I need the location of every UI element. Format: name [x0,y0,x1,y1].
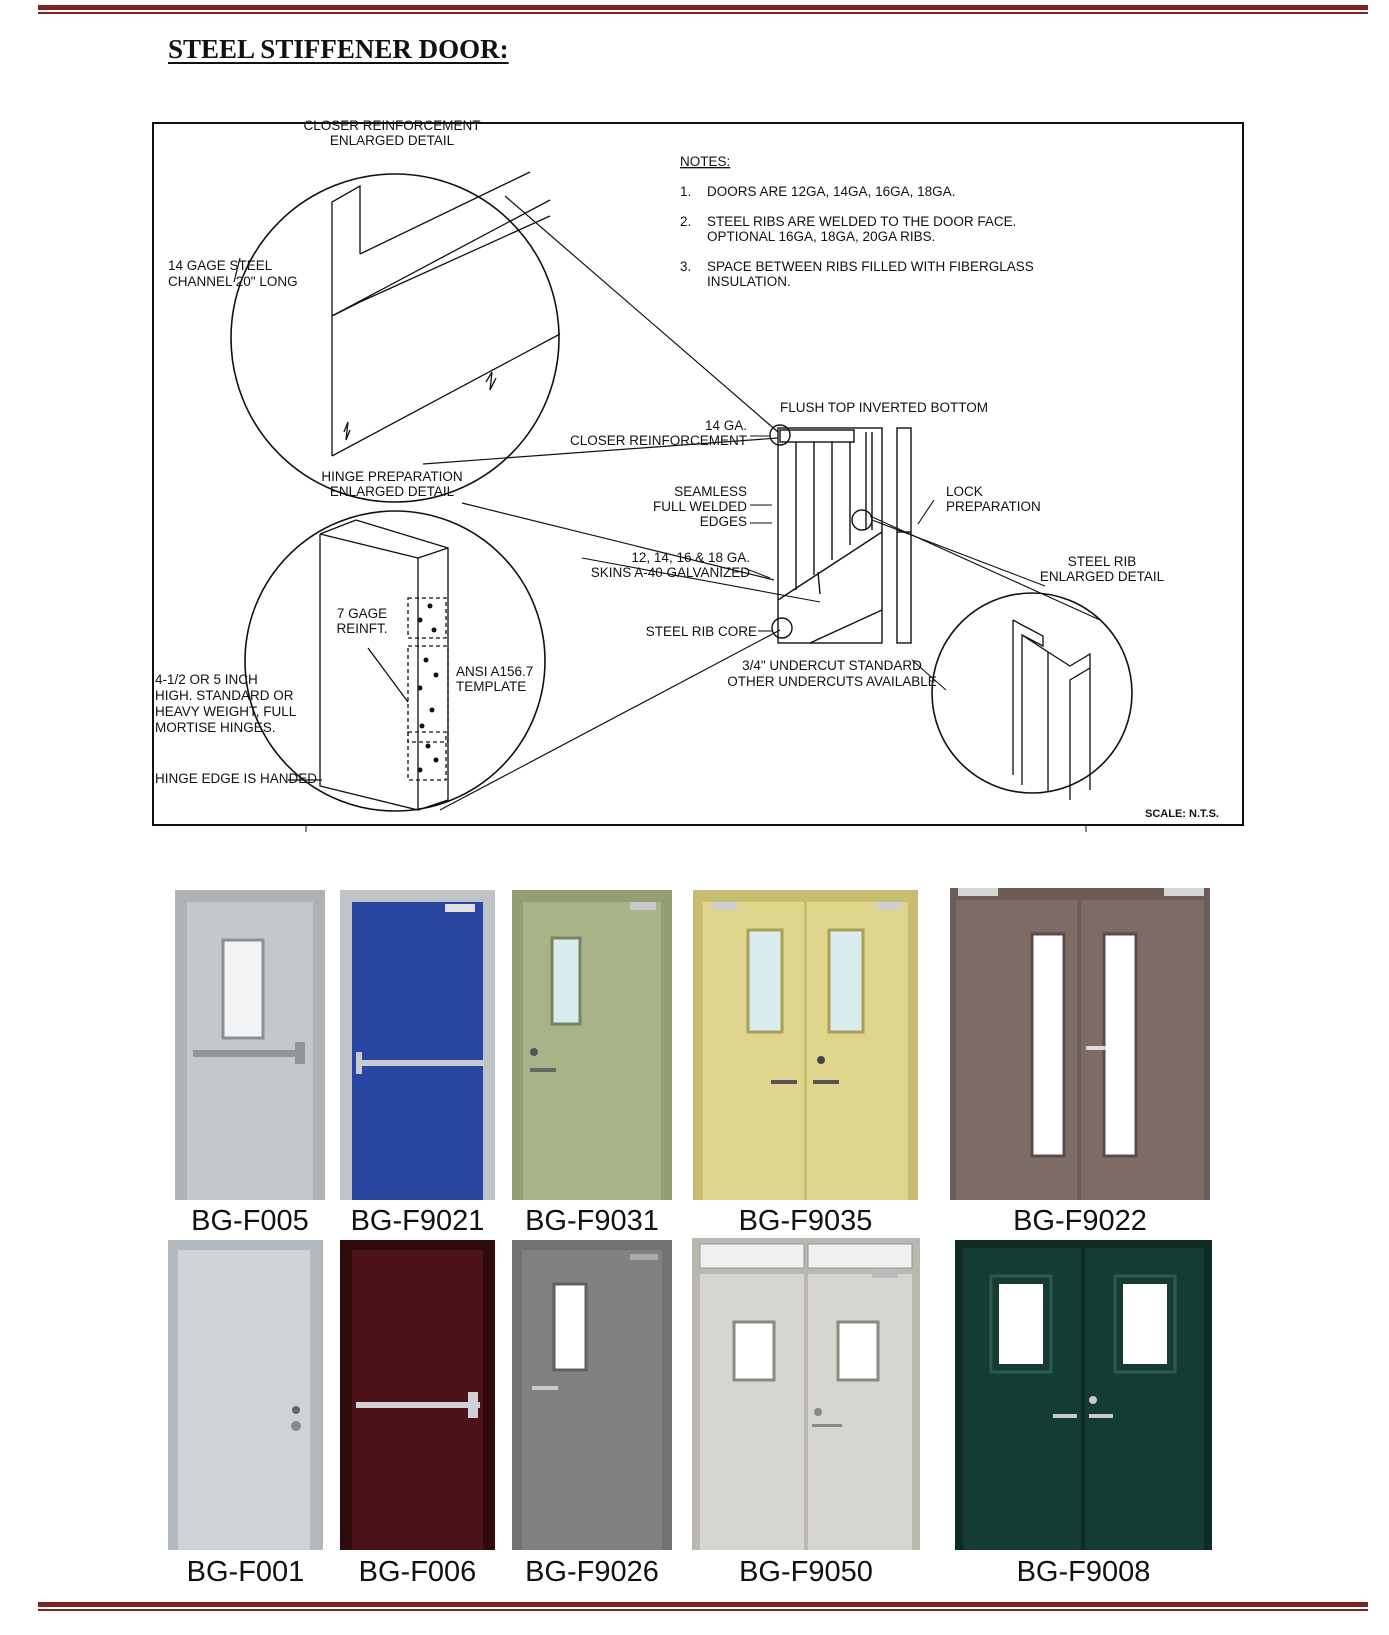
door-leaf-right [807,902,908,1200]
door-frame [340,890,495,1200]
vision-window [1123,1284,1167,1364]
lever-handle [532,1386,558,1390]
door-card-bg-f9035 [693,890,918,1237]
seamless-line: SEAMLESS [674,484,747,499]
door-closer [958,888,998,896]
note-text: STEEL RIBS ARE WELDED TO THE DOOR FACE. [707,214,1017,229]
seamless-line: EDGES [699,514,747,529]
lever-handle [813,1080,839,1084]
double-door-image [693,890,918,1200]
hinge-note-line: 4-1/2 OR 5 INCH [155,672,258,687]
skins-line: 12, 14, 16 & 18 GA. [631,550,750,565]
panic-bar [193,1050,303,1057]
closer-reinforcement-label [570,418,747,448]
door-elevation [770,425,911,643]
door-frame [693,890,918,1200]
vision-window [1104,934,1136,1156]
door-card-bg-f005 [175,890,325,1237]
vision-window [748,930,782,1032]
drawing-frame [153,123,1243,825]
rib-profile-sketch [1013,620,1090,800]
gage-reinf-line: 7 GAGE [336,606,388,621]
door-leaf [523,902,661,1200]
lock-prep-line: LOCK [946,484,983,499]
door-leaf-right [1085,1248,1204,1550]
door-card-bg-f9021 [340,890,495,1237]
single-door-image [340,1240,495,1550]
skins-line: SKINS A-40 GALVANIZED [590,565,750,580]
closer-detail-circle [231,174,559,502]
ansi-label [456,664,533,694]
rib-detail-title [1040,554,1165,584]
hinge-note-line: MORTISE HINGES. [155,720,276,735]
single-door-image [512,890,672,1200]
hinge-note-line: HIGH. STANDARD OR [155,688,294,703]
lever-handle [1089,1414,1113,1418]
page-title: STEEL STIFFENER DOOR: [168,34,509,64]
panic-bar-end [295,1042,305,1064]
channel-label [168,258,298,289]
door-frame [512,890,672,1200]
transom-panel [808,1244,912,1268]
hinge-edge-sketch [320,520,448,810]
door-leaf [187,902,313,1200]
door-card-bg-f9008 [955,1240,1212,1588]
door-leaf-left [956,900,1077,1200]
lever-handle [812,1424,842,1427]
technical-drawing [150,120,1250,864]
bottom-rule [38,1602,1368,1611]
note-text: OPTIONAL 16GA, 18GA, 20GA RIBS. [707,229,936,244]
door-closer [630,1254,658,1260]
vision-window [838,1322,878,1380]
vision-window [552,938,580,1024]
vision-window [223,940,263,1038]
rib-detail-title-line: STEEL RIB [1067,554,1137,569]
door-frame [692,1238,920,1550]
lock-cylinder [817,1056,825,1064]
lever-handle [1053,1414,1077,1418]
notes-block [680,154,1034,289]
single-door-image [168,1240,323,1550]
door-leaf-right [1081,900,1204,1200]
scale-label: SCALE: N.T.S. [1145,808,1219,820]
hinge-detail-circle [245,511,545,811]
panic-bar-end [468,1392,478,1418]
hinge-detail-title-line: ENLARGED DETAIL [329,484,455,499]
hinge-screw-holes [418,604,439,773]
door-leaf [522,1250,662,1550]
note-text: DOORS ARE 12GA, 14GA, 16GA, 18GA. [707,184,956,199]
vision-window [829,930,863,1032]
door-card-bg-f001 [168,1240,323,1588]
top-rule [38,5,1368,14]
door-leaf-left [703,902,804,1200]
ansi-line: ANSI A156.7 [456,664,534,679]
hinge-note-line: HEAVY WEIGHT, FULL [155,704,297,719]
lever-handle [771,1080,797,1084]
door-code: BG-F006 [358,1556,477,1588]
panic-bar [360,1060,484,1066]
note-text: INSULATION. [707,274,791,289]
door-frame [175,890,325,1200]
door-closer [877,902,901,910]
door-code: BG-F9008 [1016,1556,1151,1588]
channel-label-line: 14 GAGE STEEL [168,258,273,273]
lock-prep-label [946,484,1041,514]
lock-prep-line: PREPARATION [946,499,1041,514]
note-number: 3. [680,259,692,274]
door-leaf [352,1250,483,1550]
skins-label [591,550,751,580]
note-number: 2. [680,214,692,229]
double-door-image [955,1240,1212,1550]
door-frame [955,1240,1212,1550]
closer-reinforcement-line: 14 GA. [704,418,747,433]
note-number: 1. [680,184,692,199]
rib-core-label: STEEL RIB CORE [645,624,757,639]
hinge-edge-label: HINGE EDGE IS HANDED [155,771,318,786]
door-closer [445,904,475,912]
vision-window [554,1284,586,1370]
closer-reinforcement-line: CLOSER REINFORCEMENT [569,433,747,448]
single-door-image [512,1240,672,1550]
closer-detail-title-line: ENLARGED DETAIL [329,133,455,148]
rib-detail-circle [932,593,1132,793]
door-leaf-left [700,1274,804,1550]
hinge-note [155,672,297,735]
channel-label-line: CHANNEL 20" LONG [168,274,298,289]
flush-top-label: FLUSH TOP INVERTED BOTTOM [780,400,989,415]
vision-window [734,1322,774,1380]
door-code: BG-F9021 [350,1205,485,1237]
notes-heading: NOTES: [680,154,731,169]
panic-bar-end [356,1052,362,1074]
transom-panel [700,1244,804,1268]
door-closer [872,1270,898,1278]
door-leaf-left [963,1248,1081,1550]
panic-bar [356,1402,480,1408]
closer-detail-title [303,120,480,148]
double-door-image [950,888,1210,1200]
closer-detail-title-line: CLOSER REINFORCEMENT [303,120,481,133]
lock-cylinder [530,1048,538,1056]
door-closer [713,902,737,910]
gage-reinf-line: REINFT. [336,621,388,636]
lever-handle [530,1068,556,1072]
door-closer [630,902,656,910]
window-molding [991,1276,1051,1372]
vision-window [999,1284,1043,1364]
door-code: BG-F9035 [738,1205,873,1237]
lever-handle [1086,1046,1106,1050]
door-frame [340,1240,495,1550]
undercut-line: OTHER UNDERCUTS AVAILABLE [727,674,937,689]
door-code: BG-F9031 [525,1205,659,1237]
single-door-image [340,890,495,1200]
door-code: BG-F9050 [739,1556,873,1588]
door-knob [291,1421,301,1431]
undercut-line: 3/4" UNDERCUT STANDARD [742,658,922,673]
door-card-bg-f9026 [512,1240,672,1588]
door-code: BG-F001 [186,1556,305,1588]
door-frame [512,1240,672,1550]
door-closer [1164,888,1204,896]
door-code: BG-F9022 [1013,1205,1147,1237]
door-frame [168,1240,323,1550]
drawing-canvas [150,120,1250,864]
seamless-line: FULL WELDED [652,499,747,514]
ansi-line: TEMPLATE [456,679,527,694]
seamless-label [653,484,747,529]
gage-reinf-label [336,606,387,636]
door-card-bg-f9022 [950,888,1210,1237]
window-molding [1115,1276,1175,1372]
door-code: BG-F9026 [525,1556,659,1588]
door-leaf [352,902,483,1200]
hinge-detail-title [321,469,462,499]
door-card-bg-f9050 [692,1238,920,1588]
door-frame [950,888,1210,1200]
lock-cylinder [292,1406,300,1414]
door-card-bg-f006 [340,1240,495,1588]
single-door-image [175,890,325,1200]
lock-cylinder [814,1408,822,1416]
vision-window [1032,934,1064,1156]
rib-detail-title-line: ENLARGED DETAIL [1039,569,1165,584]
door-code: BG-F005 [191,1205,309,1237]
undercut-label [727,658,937,689]
door-card-bg-f9031 [512,890,672,1237]
lock-cylinder [1089,1396,1097,1404]
double-door-image [692,1238,920,1550]
note-text: SPACE BETWEEN RIBS FILLED WITH FIBERGLASS [707,259,1034,274]
hinge-detail-title-line: HINGE PREPARATION [321,469,463,484]
door-leaf [178,1250,310,1550]
door-leaf-right [808,1274,912,1550]
